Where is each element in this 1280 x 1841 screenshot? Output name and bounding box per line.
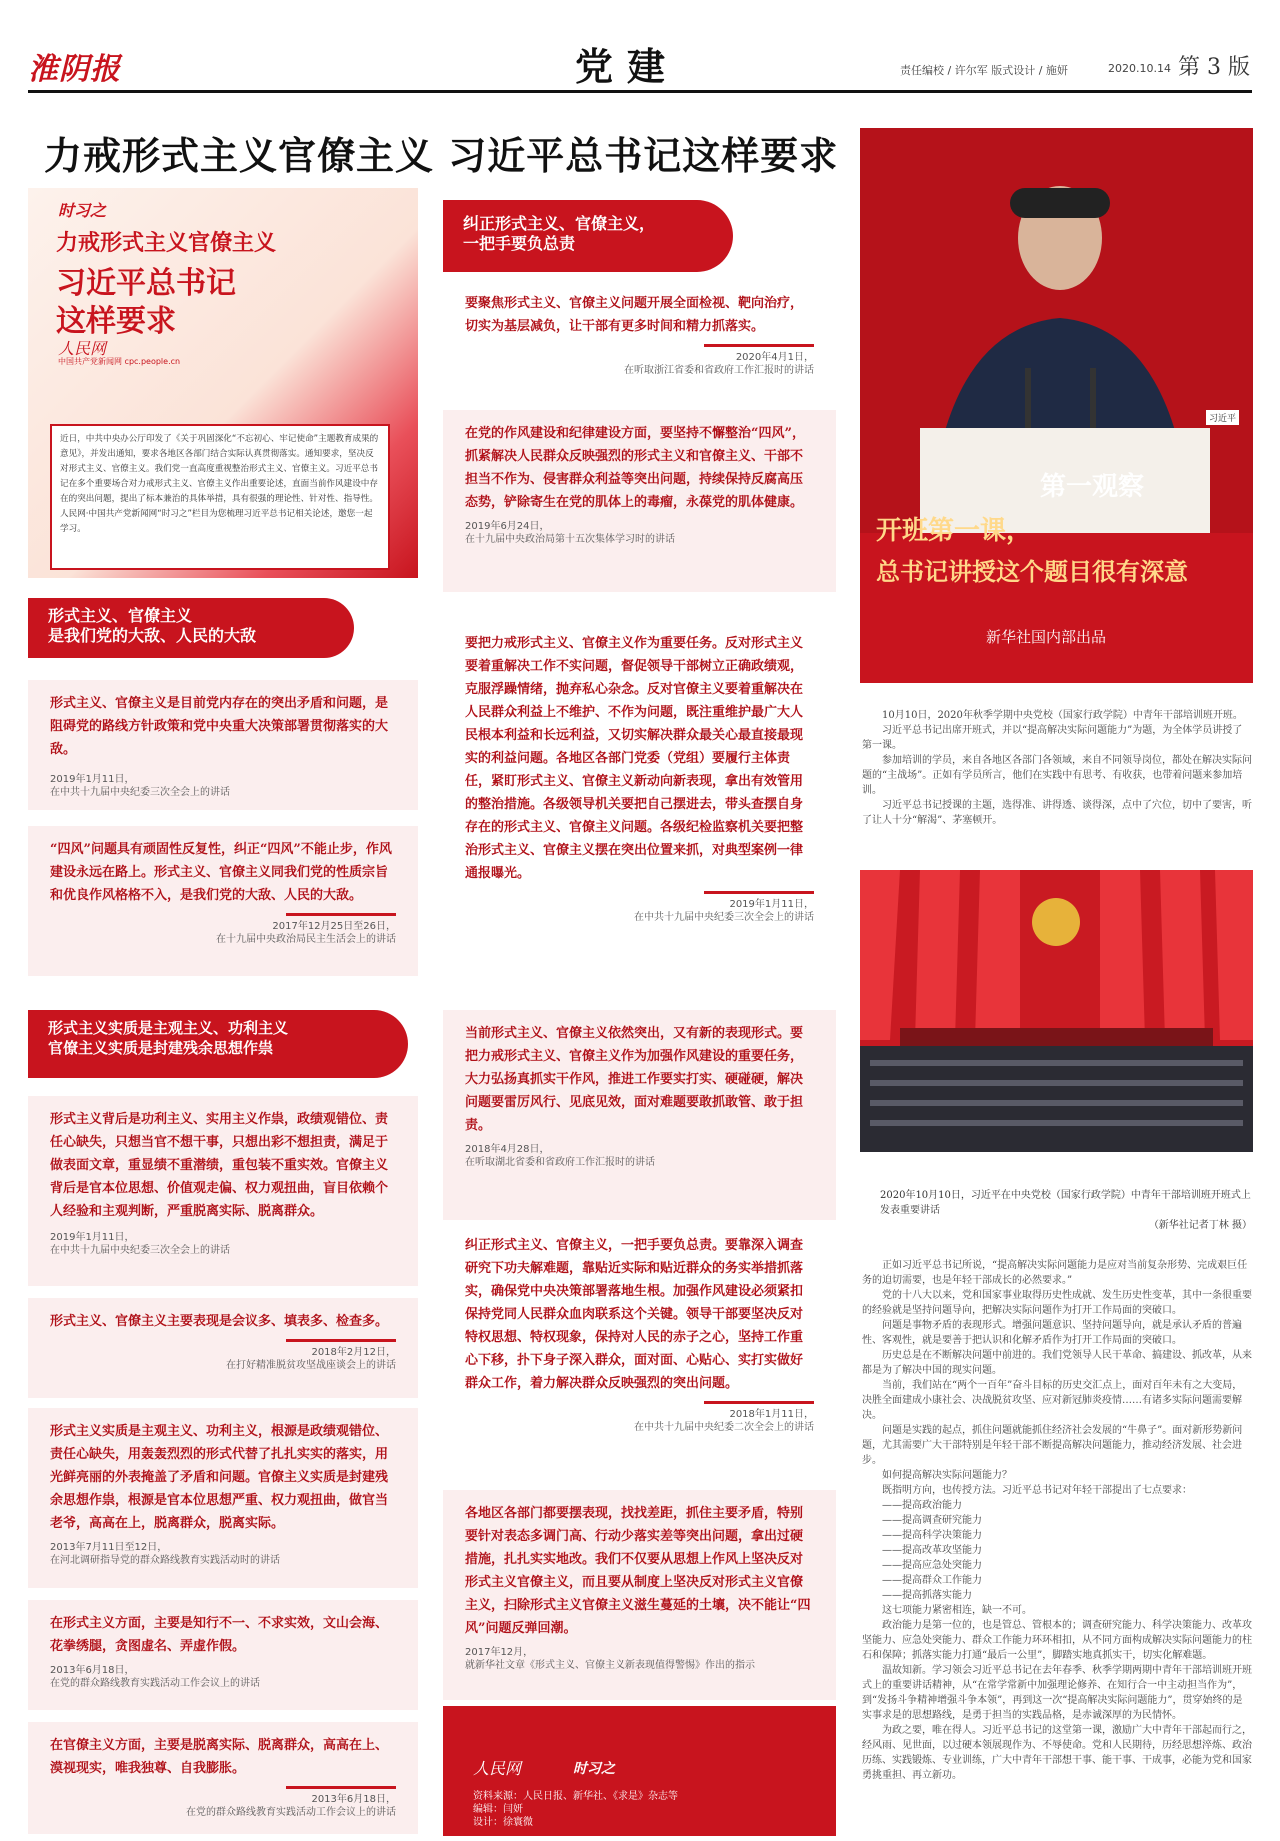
issue-date: 2020.10.14 <box>1108 62 1171 75</box>
quote-source: 在十九届中央政治局民主生活会上的讲话 <box>216 934 396 945</box>
masthead-logo: 淮阴报 <box>28 52 121 87</box>
hero-title-1: 力戒形式主义官僚主义 <box>56 231 277 256</box>
feature-title-1: 开班第一课， <box>876 516 1033 546</box>
observe-label: 第一观察 <box>1040 472 1145 502</box>
quote-text: 各地区各部门都要摆表现，找找差距，抓住主要矛盾，特别要针对表态多调门高、行动少落实差等突出问题，拿出过硬措施，扎扎实实地改。我们不仅要从思想上作风上坚决反对形式主义官僚主义，而且要从制度上坚决反对形式主义官僚主义，扫除形式主义官僚主义滋生蔓延的土壤，决不能让“四风”问题反弹回潮。 <box>465 1506 811 1636</box>
quote-text: 要把力戒形式主义、官僚主义作为重要任务。反对形式主义要着重解决工作不实问题，督促领导干部树立正确政绩观，克服浮躁情绪，抛弃私心杂念。反对官僚主义要着重解决在人民群众利益上不维护、不作为问题，既注重维护最广大人民根本利益和长远利益，又切实解决群众最关心最直接最现实的利益问题。各地区各部门党委（党组）要履行主体责任，紧盯形式主义、官僚主义新动向新表现，拿出有效管用的整治措施。各级领导机关要把自己摆进去，带头查摆自身存在的形式主义、官僚主义问题。各级纪检监察机关要把整治形式主义、官僚主义摆在突出位置来抓，对典型案例一律通报曝光。 <box>465 636 804 881</box>
quote-text: 要聚焦形式主义、官僚主义问题开展全面检视、靶向治疗，切实为基层减负，让干部有更多时间和精力抓落实。 <box>465 296 804 334</box>
quote-date: 2019年1月11日， <box>729 899 814 910</box>
quote-date: 2018年2月12日， <box>311 1347 396 1358</box>
list-item: ——提高群众工作能力 <box>882 1575 982 1586</box>
quote-bar <box>286 1339 396 1342</box>
middle-quote-1 <box>443 280 836 404</box>
quote-source: 在党的群众路线教育实践活动工作会议上的讲话 <box>50 1678 260 1689</box>
paragraph: 参加培训的学员，来自各地区各部门各领域，来自不同领导岗位，都处在解决实际问题的“主战场”。正如有学员所言，他们在实践中有思考、有收获，也带着问题来参加培训。 <box>862 755 1252 796</box>
quote-date: 2018年4月28日， <box>465 1144 550 1155</box>
quote-source: 在中共十九届中央纪委二次全会上的讲话 <box>634 1422 814 1433</box>
quote-date: 2020年4月1日， <box>735 352 814 363</box>
footer-design: 设计：徐寰微 <box>473 1817 533 1828</box>
paragraph: 正如习近平总书记所说，“提高解决实际问题能力是应对当前复杂形势、完成艰巨任务的迫切需要，也是年轻干部成长的必然要求。” <box>862 1260 1248 1286</box>
hero-kicker: 时习之 <box>58 201 107 220</box>
paragraph: 政治能力是第一位的，也是管总、管根本的；调查研究能力、科学决策能力、改革攻坚能力、应急处突能力、群众工作能力环环相扣，从不同方面构成解决实际问题能力的柱石和保障；抓落实能力打通“最后一公里”，脚踏实地真抓实干，切实化解难题。 <box>862 1620 1252 1661</box>
paragraph: 习近平总书记授课的主题，选得准、讲得透、谈得深，点中了穴位，切中了要害，听了让人十分“解渴”、茅塞顿开。 <box>862 800 1252 826</box>
quote-text: 形式主义、官僚主义主要表现是会议多、填表多、检查多。 <box>50 1314 389 1329</box>
left-banner-1: 形式主义、官僚主义 是我们党的大敌、人民的大敌 <box>28 598 354 658</box>
left-quote-3 <box>28 1096 418 1286</box>
left-quote-4 <box>28 1298 418 1398</box>
people-logo-sub: 中国共产党新闻网 cpc.people.cn <box>58 357 181 366</box>
hero-title-3: 这样要求 <box>56 304 176 339</box>
paragraph: 如何提高解决实际问题能力？ <box>882 1470 1012 1481</box>
feature-title-2: 总书记讲授这个题目很有深意 <box>876 557 1188 586</box>
left-quote-7 <box>28 1722 418 1834</box>
quote-bar <box>704 1401 814 1404</box>
masthead-rule <box>28 90 1252 93</box>
middle-quote-4 <box>443 1010 836 1220</box>
quote-source: 在河北调研指导党的群众路线教育实践活动时的讲话 <box>50 1555 280 1566</box>
left-quote-1 <box>28 680 418 810</box>
middle-quote-5 <box>443 1222 836 1484</box>
quote-date: 2013年6月18日， <box>50 1665 135 1676</box>
quote-date: 2019年1月11日， <box>50 1232 135 1243</box>
quote-text: 当前形式主义、官僚主义依然突出，又有新的表现形式。要把力戒形式主义、官僚主义作为加强作风建设的重要任务，大力弘扬真抓实干作风，推进工作要实打实、硬碰硬，解决问题要雷厉风行、见底见效，面对难题要敢抓敢管、敢于担责。 <box>465 1026 804 1133</box>
left-quote-6 <box>28 1600 418 1710</box>
quote-bar <box>286 1786 396 1789</box>
list-item: ——提高抓落实能力 <box>882 1590 972 1601</box>
quote-source: 在中共十九届中央纪委三次全会上的讲话 <box>50 1245 230 1256</box>
people-logo: 人民网 <box>58 339 107 358</box>
quote-date: 2013年7月11日至12日， <box>50 1542 168 1553</box>
nameplate: 习近平 <box>1206 410 1239 425</box>
section-title: 党建 <box>575 45 680 89</box>
paragraph: 当前，我们站在“两个一百年”奋斗目标的历史交汇点上，面对百年未有之大变局，决胜全面建成小康社会、决战脱贫攻坚、应对新冠肺炎疫情……有诸多实际问题需要解决。 <box>862 1380 1243 1421</box>
paragraph: 10月10日，2020年秋季学期中央党校（国家行政学院）中青年干部培训班开班。 <box>882 710 1243 721</box>
feature-credit: 新华社国内部出品 <box>986 628 1107 646</box>
quote-source: 在打好精准脱贫攻坚战座谈会上的讲话 <box>226 1360 396 1371</box>
quote-date: 2013年6月18日， <box>311 1794 396 1805</box>
quote-date: 2018年1月11日， <box>729 1409 814 1420</box>
footer-brand: 时习之 <box>573 1761 615 1777</box>
quote-text: 形式主义、官僚主义是目前党内存在的突出矛盾和问题，是阻碍党的路线方针政策和党中央重大决策部署贯彻落实的大敌。 <box>50 696 389 757</box>
quote-text: “四风”问题具有顽固性反复性，纠正“四风”不能止步，作风建设永远在路上。形式主义、官僚主义同我们党的性质宗旨和优良作风格格不入，是我们党的大敌、人民的大敌。 <box>50 842 392 903</box>
middle-banner: 纠正形式主义、官僚主义， 一把手要负总责 <box>443 200 733 272</box>
quote-source: 在中共十九届中央纪委三次全会上的讲话 <box>50 787 230 798</box>
left-quote-5 <box>28 1408 418 1588</box>
quote-bar <box>704 344 814 347</box>
quote-text: 在形式主义方面，主要是知行不一、不求实效，文山会海、花拳绣腿，贪图虚名、弄虚作假。 <box>50 1616 389 1654</box>
middle-footer <box>443 1706 836 1836</box>
intro-box: 近日，中共中央办公厅印发了《关于巩固深化“不忘初心、牢记使命”主题教育成果的意见》，并发出通知，要求各地区各部门结合实际认真贯彻落实。通知要求，坚决反对形式主义、官僚主义。我们党一直高度重视整治形式主义、官僚主义。习近平总书记在多个重要场合对力戒形式主义、官僚主义作出重要论述，直面当前作风建设中存在的突出问题，提出了标本兼治的具体举措，具有很强的理论性、针对性、指导性。人民网·中国共产党新闻网“时习之”栏目为您梳理习近平总书记相关论述，邀您一起学习。 <box>50 424 390 570</box>
feature-photo <box>860 128 1253 683</box>
quote-text: 形式主义背后是功利主义、实用主义作祟，政绩观错位、责任心缺失，只想当官不想干事，只想出彩不想担责，满足于做表面文章，重显绩不重潜绩，重包装不重实效。官僚主义背后是官本位思想、价值观走偏、权力观扭曲，盲目依赖个人经验和主观判断，严重脱离实际、脱离群众。 <box>50 1112 389 1219</box>
middle-quote-3 <box>443 620 836 1000</box>
middle-quote-6 <box>443 1490 836 1700</box>
quote-bar <box>286 913 396 916</box>
caption-credit: （新华社记者丁林 摄） <box>1148 1220 1252 1231</box>
list-item: ——提高科学决策能力 <box>882 1530 982 1541</box>
left-quote-2 <box>28 826 418 976</box>
middle-quote-2 <box>443 410 836 592</box>
quote-date: 2017年12月25日至26日， <box>272 921 396 932</box>
quote-text: 形式主义实质是主观主义、功利主义，根源是政绩观错位、责任心缺失，用轰轰烈烈的形式代替了扎扎实实的落实，用光鲜亮丽的外表掩盖了矛盾和问题。官僚主义实质是封建残余思想作祟，根源是官本位思想严重、权力观扭曲，做官当老爷，高高在上，脱离群众，脱离实际。 <box>50 1424 389 1531</box>
right-intro-text <box>862 708 1252 828</box>
list-item: ——提高调查研究能力 <box>882 1515 982 1526</box>
footer-editor: 编辑：闫妍 <box>473 1804 523 1815</box>
paragraph: 历史总是在不断解决问题中前进的。我们党领导人民干革命、搞建设、抓改革，从来都是为了解决中国的现实问题。 <box>862 1350 1252 1376</box>
paragraph: 这七项能力紧密相连，缺一不可。 <box>882 1605 1032 1616</box>
list-item: ——提高应急处突能力 <box>882 1560 982 1571</box>
quote-source: 在听取浙江省委和省政府工作汇报时的讲话 <box>624 365 814 376</box>
right-body-text <box>862 1258 1252 1836</box>
speaker-illustration <box>860 128 1253 683</box>
page-number: 第 3 版 <box>1178 55 1250 80</box>
list-item: ——提高政治能力 <box>882 1500 962 1511</box>
meeting-illustration <box>860 870 1253 1152</box>
quote-date: 2017年12月， <box>465 1647 534 1658</box>
paragraph: 问题是实践的起点，抓住问题就能抓住经济社会发展的“牛鼻子”。面对新形势新问题，尤其需要广大干部特别是年轻干部不断提高解决问题能力，推动经济发展、社会进步。 <box>862 1425 1243 1466</box>
paragraph: 习近平总书记出席开班式，并以“提高解决实际问题能力”为题，为全体学员讲授了第一课。 <box>862 725 1243 751</box>
quote-source: 在党的群众路线教育实践活动工作会议上的讲话 <box>186 1807 396 1818</box>
paragraph: 温故知新。学习领会习近平总书记在去年春季、秋季学期两期中青年干部培训班开班式上的重要讲话精神，从“在常学常新中加强理论修养、在知行合一中主动担当作为”，到“发扬斗争精神增强斗争本领”，再到这一次“提高解决实际问题能力”，贯穿始终的是实事求是的思想路线，是勇于担当的实践品格，是赤诚深厚的为民情怀。 <box>862 1665 1252 1721</box>
quote-date: 2019年1月11日， <box>50 774 135 785</box>
footer-credits <box>473 1790 678 1829</box>
quote-source: 在听取湖北省委和省政府工作汇报时的讲话 <box>465 1157 655 1168</box>
paragraph: 为政之要，唯在得人。习近平总书记的这堂第一课，激励广大中青年干部起而行之，经风雨、见世面，以过硬本领展现作为、不辱使命。党和人民期待，历经思想淬炼、政治历练、实践锻炼、专业训练，广大中青年干部想干事、能干事、干成事，必能为党和国家勇挑重担、再立新功。 <box>862 1725 1252 1781</box>
quote-date: 2019年6月24日， <box>465 521 550 532</box>
caption-text: 2020年10月10日，习近平在中央党校（国家行政学院）中青年干部培训班开班式上发表重要讲话 <box>880 1190 1251 1216</box>
quote-source: 在中共十九届中央纪委三次全会上的讲话 <box>634 912 814 923</box>
list-item: ——提高改革攻坚能力 <box>882 1545 982 1556</box>
quote-text: 纠正形式主义、官僚主义，一把手要负总责。要靠深入调查研究下功夫解难题，靠贴近实际和贴近群众的务实举措抓落实，确保党中央决策部署落地生根。加强作风建设必须紧扣保持党同人民群众血肉联系这个关键。领导干部要坚决反对特权思想、特权现象，保持对人民的赤子之心，坚持工作重心下移，扑下身子深入群众，面对面、心贴心、实打实做好群众工作，着力解决群众反映强烈的突出问题。 <box>465 1238 804 1391</box>
footer-logo: 人民网 <box>473 1759 522 1778</box>
meeting-photo <box>860 870 1253 1152</box>
hero-title-2: 习近平总书记 <box>56 266 236 301</box>
page-headline: 力戒形式主义官僚主义 习近平总书记这样要求 <box>44 134 839 178</box>
photo-caption <box>880 1188 1252 1233</box>
paragraph: 问题是事物矛盾的表现形式。增强问题意识、坚持问题导向，就是承认矛盾的普遍性、客观性，就是要善于把认识和化解矛盾作为打开工作局面的突破口。 <box>862 1320 1242 1346</box>
quote-bar <box>704 891 814 894</box>
quote-text: 在党的作风建设和纪律建设方面，要坚持不懈整治“四风”，抓紧解决人民群众反映强烈的形式主义和官僚主义、干部不担当不作为、侵害群众利益等突出问题，持续保持反腐高压态势，铲除寄生在党的肌体上的毒瘤，永葆党的肌体健康。 <box>465 426 805 510</box>
paragraph: 党的十八大以来，党和国家事业取得历史性成就、发生历史性变革，其中一条很重要的经验就是坚持问题导向，把解决实际问题作为打开工作局面的突破口。 <box>862 1290 1252 1316</box>
quote-source: 在十九届中央政治局第十五次集体学习时的讲话 <box>465 534 675 545</box>
footer-source: 资料来源：人民日报、新华社、《求是》杂志等 <box>473 1791 678 1802</box>
left-banner-2: 形式主义实质是主观主义、功利主义 官僚主义实质是封建残余思想作祟 <box>28 1010 408 1078</box>
hero-graphic <box>28 188 418 578</box>
quote-source: 就新华社文章《形式主义、官僚主义新表现值得警惕》作出的指示 <box>465 1660 755 1671</box>
paragraph: 既指明方向，也传授方法。习近平总书记对年轻干部提出了七点要求： <box>882 1485 1192 1496</box>
editors-credit: 责任编校 / 许尔军 版式设计 / 施妍 <box>900 64 1068 77</box>
quote-text: 在官僚主义方面，主要是脱离实际、脱离群众，高高在上、漠视现实，唯我独尊、自我膨胀。 <box>50 1738 389 1776</box>
